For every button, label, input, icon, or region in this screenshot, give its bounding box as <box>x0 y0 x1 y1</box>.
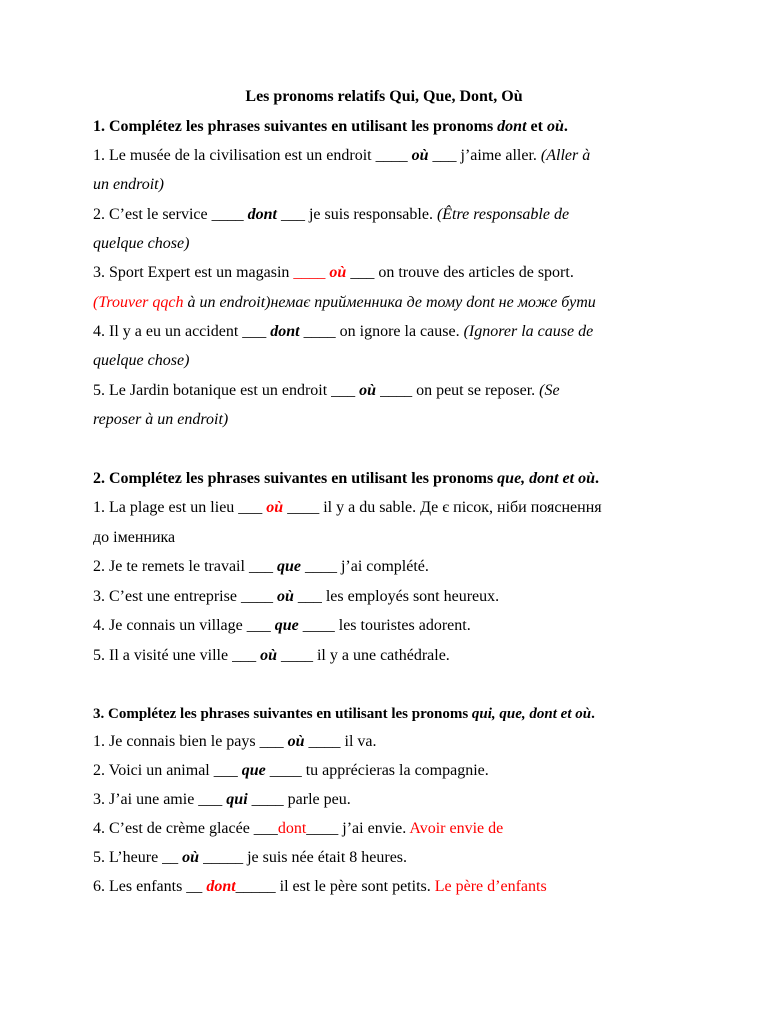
heading-text: . <box>594 470 599 487</box>
hint: un endroit) <box>93 176 164 193</box>
exercise-1-item-2 <box>93 205 569 225</box>
answer: où <box>329 264 347 281</box>
answer: où <box>260 647 277 664</box>
answer: dont <box>206 878 236 895</box>
answer: où <box>182 849 200 866</box>
sentence-text: 2. Je te remets le travail ___ <box>93 558 277 575</box>
section-3-heading <box>93 704 595 724</box>
answer: que <box>241 762 266 779</box>
exercise-3-item-3 <box>93 790 351 810</box>
hint-note: à un endroit)немає прийменника де тому dont не може бути <box>183 294 596 311</box>
sentence-text: ___ les employés sont heureux. <box>293 588 500 605</box>
note-red: Avoir envie de <box>409 820 504 837</box>
section-2-heading <box>93 469 599 489</box>
sentence-text: ___ j’aime aller. <box>428 147 541 164</box>
heading-pronoun: qui, que, dont et où <box>471 706 592 722</box>
heading-pronoun: où <box>546 118 564 135</box>
hint-red: (Trouver qqch <box>93 294 184 311</box>
sentence-text: 6. Les enfants __ <box>93 878 207 895</box>
sentence-text: ___ on trouve des articles de sport. <box>346 264 574 281</box>
answer: où <box>359 382 377 399</box>
sentence-text: 1. La plage est un lieu ___ <box>93 499 267 516</box>
answer: que <box>276 558 301 575</box>
exercise-1-item-5 <box>93 381 560 401</box>
sentence-text: ____ il y a du sable. Де є пісок, ніби пояснення <box>283 499 602 516</box>
sentence-text: до іменника <box>93 529 176 546</box>
heading-text: et <box>526 118 547 135</box>
heading-text: 1. Complétez les phrases suivantes en utilisant les pronoms <box>93 118 498 135</box>
hint: quelque chose) <box>93 235 190 252</box>
sentence-text: ___ je suis responsable. <box>276 206 437 223</box>
answer: dont <box>247 206 277 223</box>
page-title: Les pronoms relatifs Qui, Que, Dont, Où <box>245 88 523 105</box>
answer: où <box>287 733 305 750</box>
exercise-1-item-1-cont <box>93 175 164 195</box>
exercise-3-item-6 <box>93 877 547 897</box>
exercise-3-item-2 <box>93 761 489 781</box>
answer: dont <box>270 323 300 340</box>
exercise-1-item-4 <box>93 322 593 342</box>
sentence-text: ____ on peut se reposer. <box>376 382 540 399</box>
sentence-text: _____ il est le père sont petits. <box>235 878 435 895</box>
hint: (Être responsable de <box>436 206 570 223</box>
exercise-2-item-2 <box>93 557 429 577</box>
sentence-text: 1. Le musée de la civilisation est un endroit ____ <box>93 147 412 164</box>
heading-pronoun: que, dont et où <box>497 470 595 487</box>
sentence-text: 5. L’heure __ <box>93 849 183 866</box>
hint: (Aller à <box>540 147 591 164</box>
sentence-text: ____ j’ai envie. <box>306 820 410 837</box>
sentence-text: 3. J’ai une amie ___ <box>93 791 227 808</box>
sentence-text: 3. C’est une entreprise ____ <box>93 588 277 605</box>
sentence-text: ____ tu apprécieras la compagnie. <box>265 762 489 779</box>
sentence-text: ____ on ignore la cause. <box>299 323 464 340</box>
sentence-text: 5. Il a visité une ville ___ <box>93 647 261 664</box>
sentence-text: 4. C’est de crème glacée ___ <box>93 820 278 837</box>
exercise-1-item-5-cont <box>93 410 228 430</box>
answer: où <box>266 499 284 516</box>
section-1-heading <box>93 117 568 137</box>
hint: (Se <box>539 382 560 399</box>
exercise-3-item-5 <box>93 848 407 868</box>
hint: quelque chose) <box>93 352 190 369</box>
heading-text: . <box>563 118 568 135</box>
heading-text: 3. Complétez les phrases suivantes en utilisant les pronoms <box>93 706 472 722</box>
exercise-1-item-3 <box>93 263 574 283</box>
red-blank: ____ <box>293 264 330 281</box>
hint: (Ignorer la cause de <box>463 323 594 340</box>
exercise-2-item-5 <box>93 646 450 666</box>
answer: qui <box>226 791 248 808</box>
exercise-3-item-4 <box>93 819 503 839</box>
heading-pronoun: dont <box>497 118 527 135</box>
heading-text: 2. Complétez les phrases suivantes en utilisant les pronoms <box>93 470 498 487</box>
hint: reposer à un endroit) <box>93 411 229 428</box>
sentence-text: 3. Sport Expert est un magasin <box>93 264 294 281</box>
sentence-text: _____ je suis née était 8 heures. <box>199 849 408 866</box>
note-red: Le père d’enfants <box>434 878 547 895</box>
exercise-2-item-1-cont <box>93 528 175 548</box>
exercise-3-item-1 <box>93 732 377 752</box>
answer: où <box>411 147 429 164</box>
exercise-2-item-1 <box>93 498 602 518</box>
exercise-1-item-1 <box>93 146 590 166</box>
sentence-text: 4. Il y a eu un accident ___ <box>93 323 271 340</box>
exercise-2-item-3 <box>93 587 499 607</box>
answer: que <box>274 617 299 634</box>
heading-text: . <box>591 706 595 722</box>
sentence-text: ____ il va. <box>304 733 377 750</box>
sentence-text: 4. Je connais un village ___ <box>93 617 275 634</box>
sentence-text: 2. C’est le service ____ <box>93 206 248 223</box>
exercise-1-item-3-cont <box>93 293 596 313</box>
sentence-text: 1. Je connais bien le pays ___ <box>93 733 288 750</box>
sentence-text: ____ parle peu. <box>247 791 351 808</box>
sentence-text: ____ j’ai complété. <box>300 558 429 575</box>
sentence-text: ____ les touristes adorent. <box>298 617 471 634</box>
exercise-2-item-4 <box>93 616 471 636</box>
exercise-1-item-2-cont <box>93 234 189 254</box>
sentence-text: ____ il y a une cathédrale. <box>276 647 450 664</box>
exercise-1-item-4-cont <box>93 351 189 371</box>
sentence-text: 5. Le Jardin botanique est un endroit ___ <box>93 382 360 399</box>
answer: où <box>276 588 294 605</box>
answer: dont <box>277 820 307 837</box>
sentence-text: 2. Voici un animal ___ <box>93 762 242 779</box>
